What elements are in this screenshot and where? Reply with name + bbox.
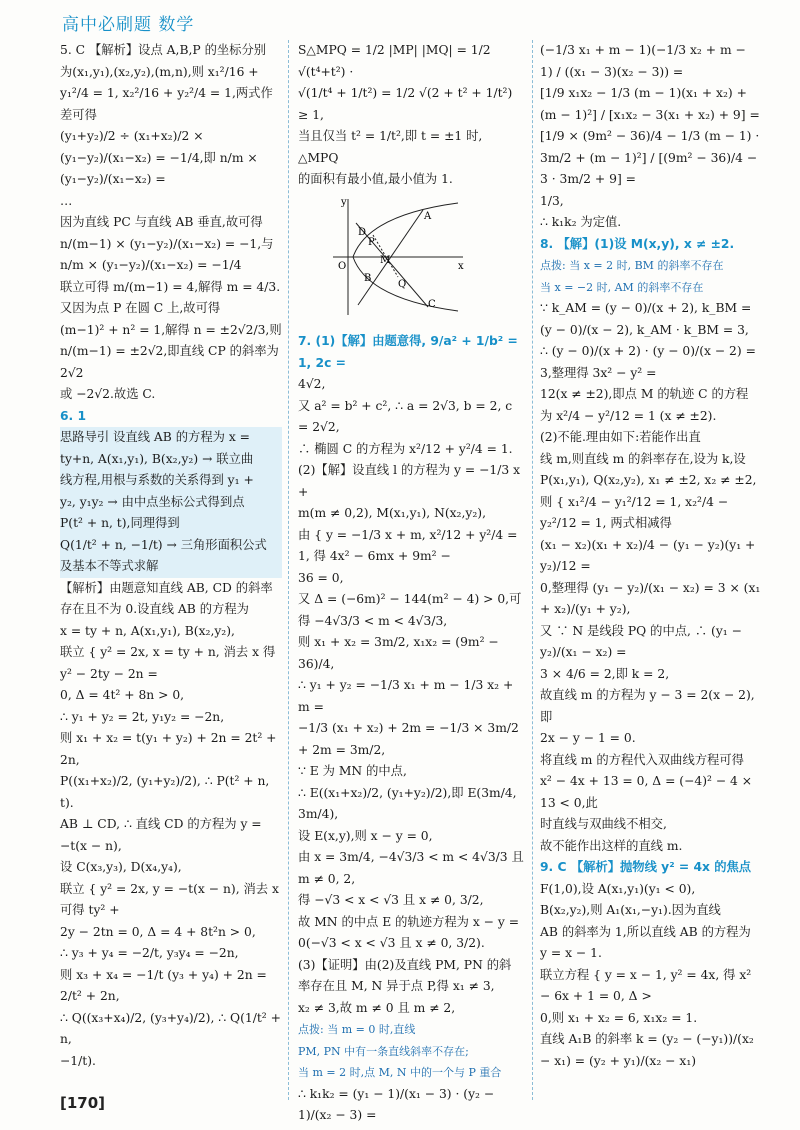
- text-line: 0(−√3 < x < √3 且 x ≠ 0, 3/2).: [298, 936, 485, 950]
- column-middle: [298, 40, 526, 1127]
- text-line: 得 −√3 < x < √3 且 x ≠ 0, 3/2,: [298, 893, 484, 907]
- text-line: −t(x − n),: [60, 838, 122, 853]
- text-line: 设 E(x,y),则 x − y = 0,: [298, 828, 433, 843]
- text-line: ∴ y₃ + y₄ = −2/t, y₃y₄ = −2n,: [60, 946, 239, 960]
- text-line: ∵ E 为 MN 的中点,: [298, 764, 407, 778]
- text-line: 0, Δ = 4t² + 8n > 0,: [60, 688, 185, 702]
- text-line: (3)【证明】由(2)及直线 PM, PN 的斜: [298, 957, 512, 972]
- text-line: 设 C(x₃,y₃), D(x₄,y₄),: [60, 860, 182, 874]
- text-line: 直线 A₁B 的斜率 k = (y₂ − (−y₁))/(x₂ − x₁) = (y₂ + y₁)/(x₂ − x₁): [540, 1032, 754, 1068]
- text-line: 4√2,: [298, 377, 326, 391]
- text-line: ∴ E((x₁+x₂)/2, (y₁+y₂)/2),即 E(3m/4, 3m/4),: [298, 785, 517, 821]
- note-line: 点拨: 当 m = 0 时,直线: [298, 1023, 416, 1036]
- text-line: 为(x₁,y₁),(x₂,y₂),(m,n),则 x₁²/16 +: [60, 64, 259, 79]
- page-header-title: 高中必刷题 数学: [62, 15, 195, 35]
- text-line: 又 ∵ N 是线段 PQ 的中点, ∴ (y₁ − y₂)/(x₁ − x₂) =: [540, 623, 742, 659]
- column-divider: [288, 40, 290, 1100]
- text-line: [1/9 × (9m² − 36)/4 − 1/3 (m − 1) · 3m/2 + (m − 1)²] / [(9m² − 36)/4 − 3 · 3m/2 + 9] =: [540, 129, 760, 186]
- text-line: 36 = 0,: [298, 570, 344, 585]
- text-line: y₁²/4 = 1, x₂²/16 + y₂²/4 = 1,两式作差可得: [60, 86, 273, 122]
- text-line: 0,整理得 (y₁ − y₂)/(x₁ − x₂) = 3 × (x₁ + x₂)/(y₁ + y₂),: [540, 580, 761, 616]
- text-line: P((x₁+x₂)/2, (y₁+y₂)/2), ∴ P(t² + n, t).: [60, 774, 270, 810]
- text-line: 存在且不为 0.设直线 AB 的方程为: [60, 602, 249, 616]
- column-right: [540, 40, 762, 1072]
- note-line: PM, PN 中有一条直线斜率不存在;: [298, 1044, 469, 1058]
- text-line: 的面积有最小值,最小值为 1.: [298, 172, 453, 186]
- text-line: 线 m,则直线 m 的斜率存在,设为 k,设: [540, 451, 746, 466]
- question-number: 6. 1: [60, 408, 87, 423]
- text-line: ∴ Q((x₃+x₄)/2, (y₃+y₄)/2), ∴ Q(1/t² + n,: [60, 1010, 281, 1046]
- note-line: 点拨: 当 x = 2 时, BM 的斜率不存在: [540, 259, 724, 272]
- text-line: AB 的斜率为 1,所以直线 AB 的方程为: [540, 924, 751, 939]
- text-line: 2x − y − 1 = 0.: [540, 731, 636, 745]
- text-line: [1/9 x₁x₂ − 1/3 (m − 1)(x₁ + x₂) + (m − 1)²] / [x₁x₂ − 3(x₁ + x₂) + 9] =: [540, 86, 760, 122]
- text-line: 则 { x₁²/4 − y₁²/12 = 1, x₂²/4 − y₂²/12 = 1, 两式相减得: [540, 494, 729, 530]
- question-line: 8. 【解】(1)设 M(x,y), x ≠ ±2.: [540, 236, 735, 251]
- hint-line: 及基本不等式求解: [60, 556, 282, 578]
- text-line: 为 x²/4 − y²/12 = 1 (x ≠ ±2).: [540, 408, 717, 423]
- hint-line: Q(1/t² + n, −1/t) → 三角形面积公式: [60, 535, 282, 557]
- text-line: 联立可得 m/(m−1) = 4,解得 m = 4/3.: [60, 279, 281, 294]
- text-line: ∴ (y − 0)/(x + 2) · (y − 0)/(x − 2) = 3,整理得 3x² − y² =: [540, 344, 756, 380]
- text-line: P(x₁,y₁), Q(x₂,y₂), x₁ ≠ ±2, x₂ ≠ ±2,: [540, 473, 757, 487]
- text-line: 由 x = 3m/4, −4√3/3 < m < 4√3/3 且 m ≠ 0, 2,: [298, 850, 524, 886]
- text-line: n/(m−1) × (y₁−y₂)/(x₁−x₂) = −1,与 n/m × (y₁−y₂)/(x₁−x₂) = −1/4: [60, 236, 274, 272]
- hint-line: 线方程,用根与系数的关系得到 y₁ +: [60, 470, 282, 492]
- figure-label: P: [368, 236, 375, 248]
- figure-label: A: [424, 210, 432, 222]
- text-line: ∴ k₁k₂ 为定值.: [540, 215, 622, 229]
- text-line: n/(m−1) = ±2√2,即直线 CP 的斜率为 2√2: [60, 344, 279, 380]
- text-line: 率存在且 M, N 异于点 P,得 x₁ ≠ 3,: [298, 979, 495, 993]
- text-line: 0,则 x₁ + x₂ = 6, x₁x₂ = 1.: [540, 1010, 698, 1025]
- text-line: 【解析】由题意知直线 AB, CD 的斜率: [60, 580, 273, 595]
- text-line: 又因为点 P 在圆 C 上,故可得: [60, 301, 221, 315]
- note-line: 当 x = −2 时, AM 的斜率不存在: [540, 280, 704, 294]
- text-line: 联立方程 { y = x − 1, y² = 4x, 得 x² − 6x + 1 = 0, Δ >: [540, 967, 752, 1003]
- text-line: (m−1)² + n² = 1,解得 n = ±2√2/3,则: [60, 322, 282, 337]
- text-line: 又 a² = b² + c², ∴ a = 2√3, b = 2, c = 2√2,: [298, 398, 513, 434]
- figure-label: D: [358, 226, 367, 238]
- text-line: 将直线 m 的方程代入双曲线方程可得: [540, 752, 744, 767]
- text-line: 故直线 m 的方程为 y − 3 = 2(x − 2),即: [540, 688, 755, 724]
- text-line: 由 { y = −1/3 x + m, x²/12 + y²/4 = 1, 得 4x² − 6mx + 9m² −: [298, 527, 518, 563]
- text-line: AB ⊥ CD, ∴ 直线 CD 的方程为 y =: [60, 817, 262, 831]
- question-line: 9. C 【解析】抛物线 y² = 4x 的焦点: [540, 860, 752, 874]
- hint-line: P(t² + n, t),同理得到: [60, 513, 282, 535]
- hint-line: y₂, y₁y₂ → 由中点坐标公式得到点: [60, 492, 282, 514]
- hint-line: 思路导引 设直线 AB 的方程为 x =: [60, 427, 282, 449]
- text-line: ∴ y₁ + y₂ = −1/3 x₁ + m − 1/3 x₂ + m =: [298, 678, 514, 714]
- text-line: x = ty + n, A(x₁,y₁), B(x₂,y₂),: [60, 623, 235, 638]
- figure-label: y: [341, 196, 347, 208]
- text-line: 得 −4√3/3 < m < 4√3/3,: [298, 613, 448, 628]
- text-line: F(1,0),设 A(x₁,y₁)(y₁ < 0),: [540, 881, 696, 896]
- text-line: …: [60, 193, 73, 208]
- text-line: (2)【解】设直线 l 的方程为 y = −1/3 x +: [298, 463, 521, 499]
- text-line: ∵ k_AM = (y − 0)/(x + 2), k_BM = (y − 0)/(x − 2), k_AM · k_BM = 3,: [540, 301, 752, 337]
- text-line: 时直线与双曲线不相交,: [540, 817, 667, 831]
- text-line: 故 MN 的中点 E 的轨迹方程为 x − y =: [298, 914, 520, 929]
- figure-label: M: [380, 254, 391, 266]
- text-line: B(x₂,y₂),则 A₁(x₁,−y₁).因为直线: [540, 903, 721, 917]
- figure-label: O: [338, 260, 347, 272]
- text-line: 2y − 2tn = 0, Δ = 4 + 8t²n > 0,: [60, 924, 256, 939]
- text-line: 则 x₁ + x₂ = 3m/2, x₁x₂ = (9m² − 36)/4,: [298, 635, 499, 671]
- text-line: (−1/3 x₁ + m − 1)(−1/3 x₂ + m − 1) / ((x₁ − 3)(x₂ − 3)) =: [540, 43, 746, 79]
- text-line: x₂ ≠ 3,故 m ≠ 0 且 m ≠ 2,: [298, 1000, 456, 1015]
- text-line: −1/t).: [60, 1053, 96, 1068]
- text-line: 联立 { y² = 2x, y = −t(x − n), 消去 x 可得 ty² +: [60, 881, 279, 917]
- text-line: 则 x₃ + x₄ = −1/t (y₃ + y₄) + 2n = 2/t² + 2n,: [60, 967, 267, 1003]
- text-line: 3 × 4/6 = 2,即 k = 2,: [540, 666, 670, 681]
- text-line: 或 −2√2.故选 C.: [60, 387, 156, 401]
- text-line: √(1/t⁴ + 1/t²) = 1/2 √(2 + t² + 1/t²) ≥ 1,: [298, 86, 513, 122]
- note-line: 当 m = 2 时,点 M, N 中的一个与 P 重合: [298, 1066, 502, 1079]
- figure-label: Q: [398, 278, 407, 290]
- column-left: [60, 40, 282, 1072]
- figure-label: x: [458, 260, 464, 272]
- text-line: ∴ y₁ + y₂ = 2t, y₁y₂ = −2n,: [60, 709, 225, 724]
- question-line: 7. (1)【解】由题意得, 9/a² + 1/b² = 1, 2c =: [298, 334, 518, 370]
- text-line: 联立 { y² = 2x, x = ty + n, 消去 x 得 y² − 2ty − 2n =: [60, 645, 276, 681]
- text-line: 则 x₁ + x₂ = t(y₁ + y₂) + 2n = 2t² + 2n,: [60, 731, 277, 767]
- text-line: (x₁ − x₂)(x₁ + x₂)/4 − (y₁ − y₂)(y₁ + y₂)/12 =: [540, 537, 756, 573]
- page-number: [170]: [60, 1094, 106, 1112]
- text-line: 1/3,: [540, 193, 564, 208]
- text-line: −1/3 (x₁ + x₂) + 2m = −1/3 × 3m/2 + 2m = 3m/2,: [298, 721, 519, 757]
- text-line: ∴ k₁k₂ = (y₁ − 1)/(x₁ − 3) · (y₂ − 1)/(x₂ − 3) =: [298, 1086, 495, 1122]
- text-line: (y₁+y₂)/2 ÷ (x₁+x₂)/2 × (y₁−y₂)/(x₁−x₂) = −1/4,即 n/m × (y₁−y₂)/(x₁−x₂) =: [60, 129, 258, 186]
- figure-label: C: [428, 298, 436, 310]
- text-line: 12(x ≠ ±2),即点 M 的轨迹 C 的方程: [540, 387, 749, 401]
- text-line: ∴ 椭圆 C 的方程为 x²/12 + y²/4 = 1.: [298, 441, 513, 456]
- text-line: (2)不能.理由如下:若能作出直: [540, 430, 701, 444]
- parabola-figure: [328, 195, 468, 320]
- text-line: 5. C 【解析】设点 A,B,P 的坐标分别: [60, 43, 267, 57]
- hint-line: ty+n, A(x₁,y₁), B(x₂,y₂) → 联立曲: [60, 449, 282, 471]
- figure-label: B: [364, 272, 372, 284]
- text-line: y = x − 1.: [540, 946, 602, 960]
- text-line: 当且仅当 t² = 1/t²,即 t = ±1 时, △MPQ: [298, 129, 483, 165]
- column-divider: [532, 40, 534, 1100]
- text-line: 又 Δ = (−6m)² − 144(m² − 4) > 0,可: [298, 592, 522, 606]
- text-line: 因为直线 PC 与直线 AB 垂直,故可得: [60, 215, 263, 229]
- text-line: S△MPQ = 1/2 |MP| |MQ| = 1/2 √(t⁴+t²) ·: [298, 43, 491, 79]
- text-line: m(m ≠ 0,2), M(x₁,y₁), N(x₂,y₂),: [298, 506, 486, 520]
- text-line: 故不能作出这样的直线 m.: [540, 838, 683, 853]
- text-line: x² − 4x + 13 = 0, Δ = (−4)² − 4 × 13 < 0,此: [540, 774, 753, 810]
